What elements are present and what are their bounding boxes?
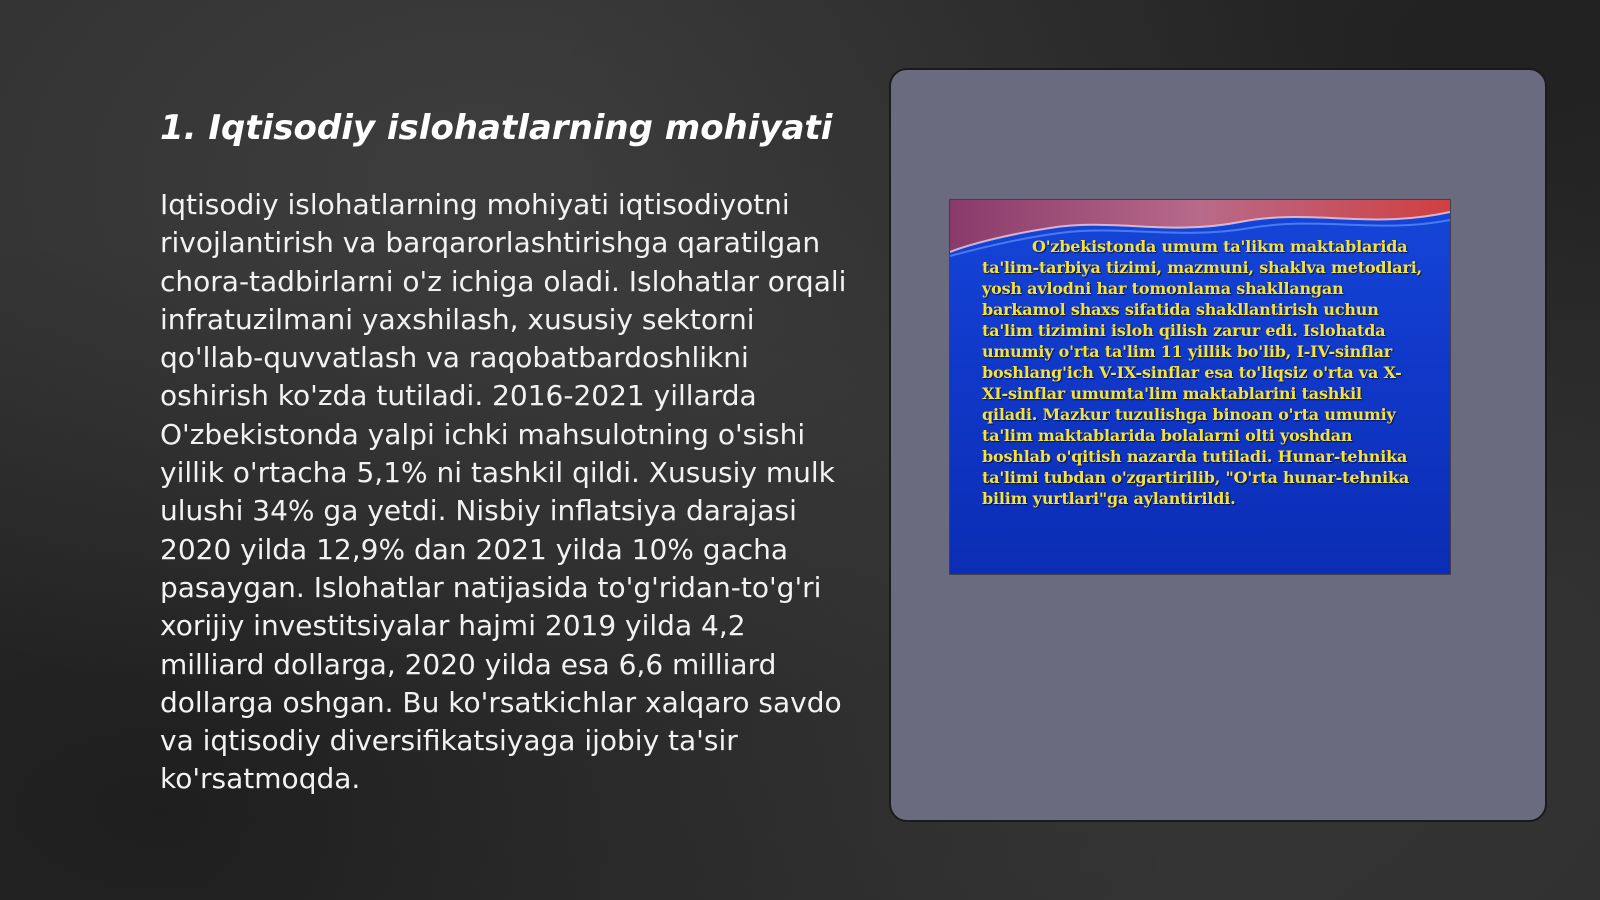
- slide-title: 1. Iqtisodiy islohatlarning mohiyati: [160, 108, 833, 148]
- image-caption-text: O'zbekistonda umum ta'likm maktablarida ta'lim-tarbiya tizimi, mazmuni, shaklva metodlari, yosh avlodni har tomonlama shakllangan barkamol shaxs sifatida shakllantirish uchun ta'lim tizimini isloh qilish zarur edi. Islohatda umumiy o'rta ta'lim 11 yillik bo'lib, I-IV-sinflar boshlang'ich V-IX-sinflar esa to'liqsiz o'rta va X-XI-sinflar umumta'lim maktablarini tashkil qiladi. Mazkur tuzulishga binoan o'rta umumiy ta'lim maktablarida bolalarni olti yoshdan boshlab o'qitish nazarda tutiladi. Hunar-tehnika ta'limi tubdan o'zgartirilib, "O'rta hunar-tehnika bilim yurtlari"ga aylantirildi.: [982, 237, 1422, 508]
- slide-body-text: Iqtisodiy islohatlarning mohiyati iqtisodiyotni rivojlantirish va barqarorlashtirishga qaratilgan chora-tadbirlarni o'z ichiga oladi. Islohatlar orqali infratuzilmani yaxshilash, xususiy sektorni qo'llab-quvvatlash va raqobatbardoshlikni oshirish ko'zda tutiladi. 2016-2021 yillarda O'zbekistonda yalpi ichki mahsulotning o'sishi yillik o'rtacha 5,1% ni tashkil qildi. Xususiy mulk ulushi 34% ga yetdi. Nisbiy inflatsiya darajasi 2020 yilda 12,9% dan 2021 yilda 10% gacha pasaygan. Islohatlar natijasida to'g'ridan-to'g'ri xorijiy investitsiyalar hajmi 2019 yilda 4,2 milliard dollarga, 2020 yilda esa 6,6 milliard dollarga oshgan. Bu ko'rsatkichlar xalqaro savdo va iqtisodiy diversifikatsiyaga ijobiy ta'sir ko'rsatmoqda.: [160, 188, 847, 796]
- embedded-slide-image: [950, 200, 1450, 574]
